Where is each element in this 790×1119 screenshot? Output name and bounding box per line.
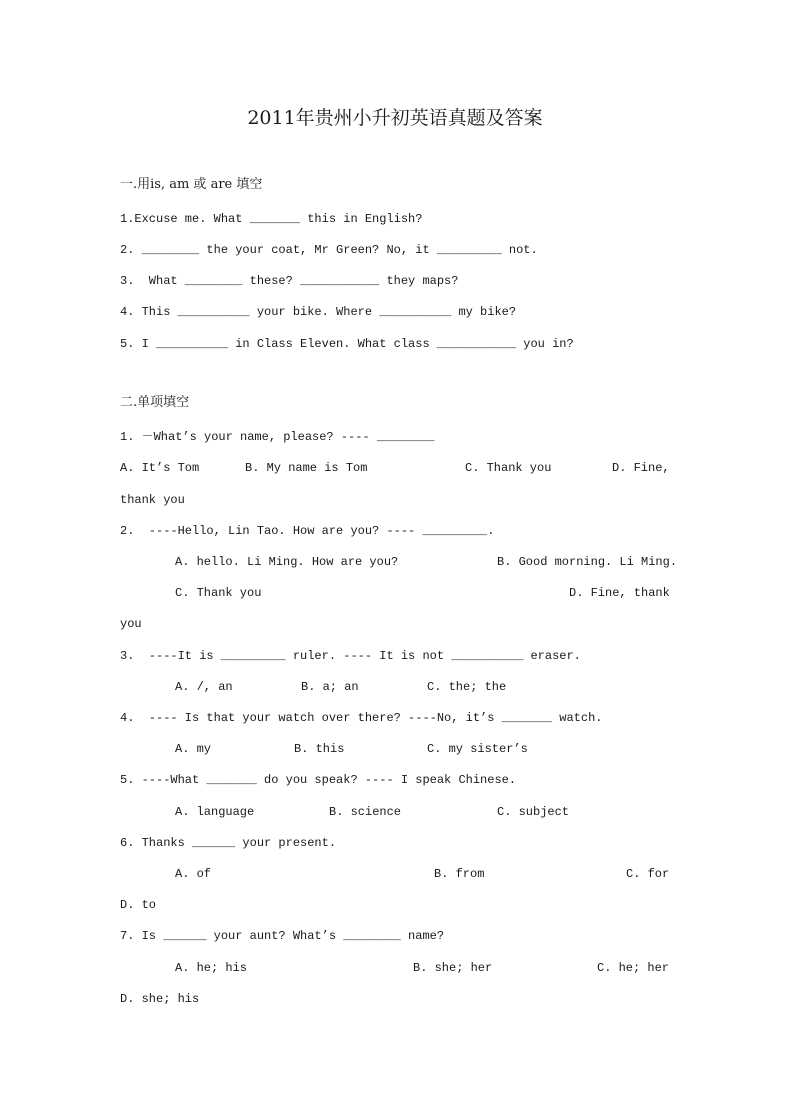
s2-q3-stem: 3. ----It is _________ ruler. ---- It is not __________ eraser. [120, 649, 581, 663]
s2-q1-option-d: D. Fine, [612, 461, 670, 475]
s2-q1-option-a: A. It’s Tom [120, 461, 200, 475]
s2-q3-option-c: C. the; the [427, 680, 507, 694]
s2-q4-option-a: A. my [175, 742, 212, 756]
s2-q7-option-a: A. he; his [175, 961, 248, 975]
s2-q2-option-a: A. hello. Li Ming. How are you? [175, 555, 399, 569]
s2-q6-option-b: B. from [434, 867, 485, 881]
s2-q7-option-b: B. she; her [413, 961, 493, 975]
s1-question-4: 4. This __________ your bike. Where __________ my bike? [120, 305, 517, 319]
s2-q3-option-b: B. a; an [301, 680, 359, 694]
s2-q6-option-d: D. to [120, 898, 157, 912]
s2-q3-option-a: A. /, an [175, 680, 233, 694]
s2-q1-option-c: C. Thank you [465, 461, 552, 475]
s2-q5-option-b: B. science [329, 805, 402, 819]
document-title: 2011年贵州小升初英语真题及答案 [247, 107, 543, 129]
s1-question-3: 3. What ________ these? ___________ they maps? [120, 274, 459, 288]
s2-q7-stem: 7. Is ______ your aunt? What’s ________ name? [120, 929, 445, 943]
s2-q7-option-c: C. he; her [597, 961, 670, 975]
s2-q5-stem: 5. ----What _______ do you speak? ---- I speak Chinese. [120, 773, 517, 787]
s2-q2-option-d-continued: you [120, 617, 142, 631]
s2-q7-option-d: D. she; his [120, 992, 200, 1006]
s2-q2-option-b: B. Good morning. Li Ming. [497, 555, 678, 569]
s2-q4-option-c: C. my sister’s [427, 742, 528, 756]
s2-q5-option-a: A. language [175, 805, 255, 819]
s2-q1-option-b: B. My name is Tom [245, 461, 368, 475]
s1-question-2: 2. ________ the your coat, Mr Green? No, it _________ not. [120, 243, 538, 257]
section-1-heading: 一.用is, am 或 are 填空 [120, 177, 263, 192]
s1-question-1: 1.Excuse me. What _______ this in English? [120, 212, 423, 226]
s2-q2-option-d: D. Fine, thank [569, 586, 670, 600]
s2-q2-option-c: C. Thank you [175, 586, 262, 600]
s2-q4-option-b: B. this [294, 742, 345, 756]
s2-q2-stem: 2. ----Hello, Lin Tao. How are you? ---- _________. [120, 524, 495, 538]
s2-q6-option-c: C. for [626, 867, 670, 881]
s2-q6-option-a: A. of [175, 867, 212, 881]
s2-q5-option-c: C. subject [497, 805, 570, 819]
s1-question-5: 5. I __________ in Class Eleven. What class ___________ you in? [120, 337, 574, 351]
s2-q1-option-d-continued: thank you [120, 493, 185, 507]
s2-q4-stem: 4. ---- Is that your watch over there? ----No, it’s _______ watch. [120, 711, 603, 725]
s2-q6-stem: 6. Thanks ______ your present. [120, 836, 337, 850]
s2-q1-stem: 1. －What’s your name, please? ---- ________ [120, 430, 435, 444]
section-2-heading: 二.单项填空 [120, 395, 190, 410]
